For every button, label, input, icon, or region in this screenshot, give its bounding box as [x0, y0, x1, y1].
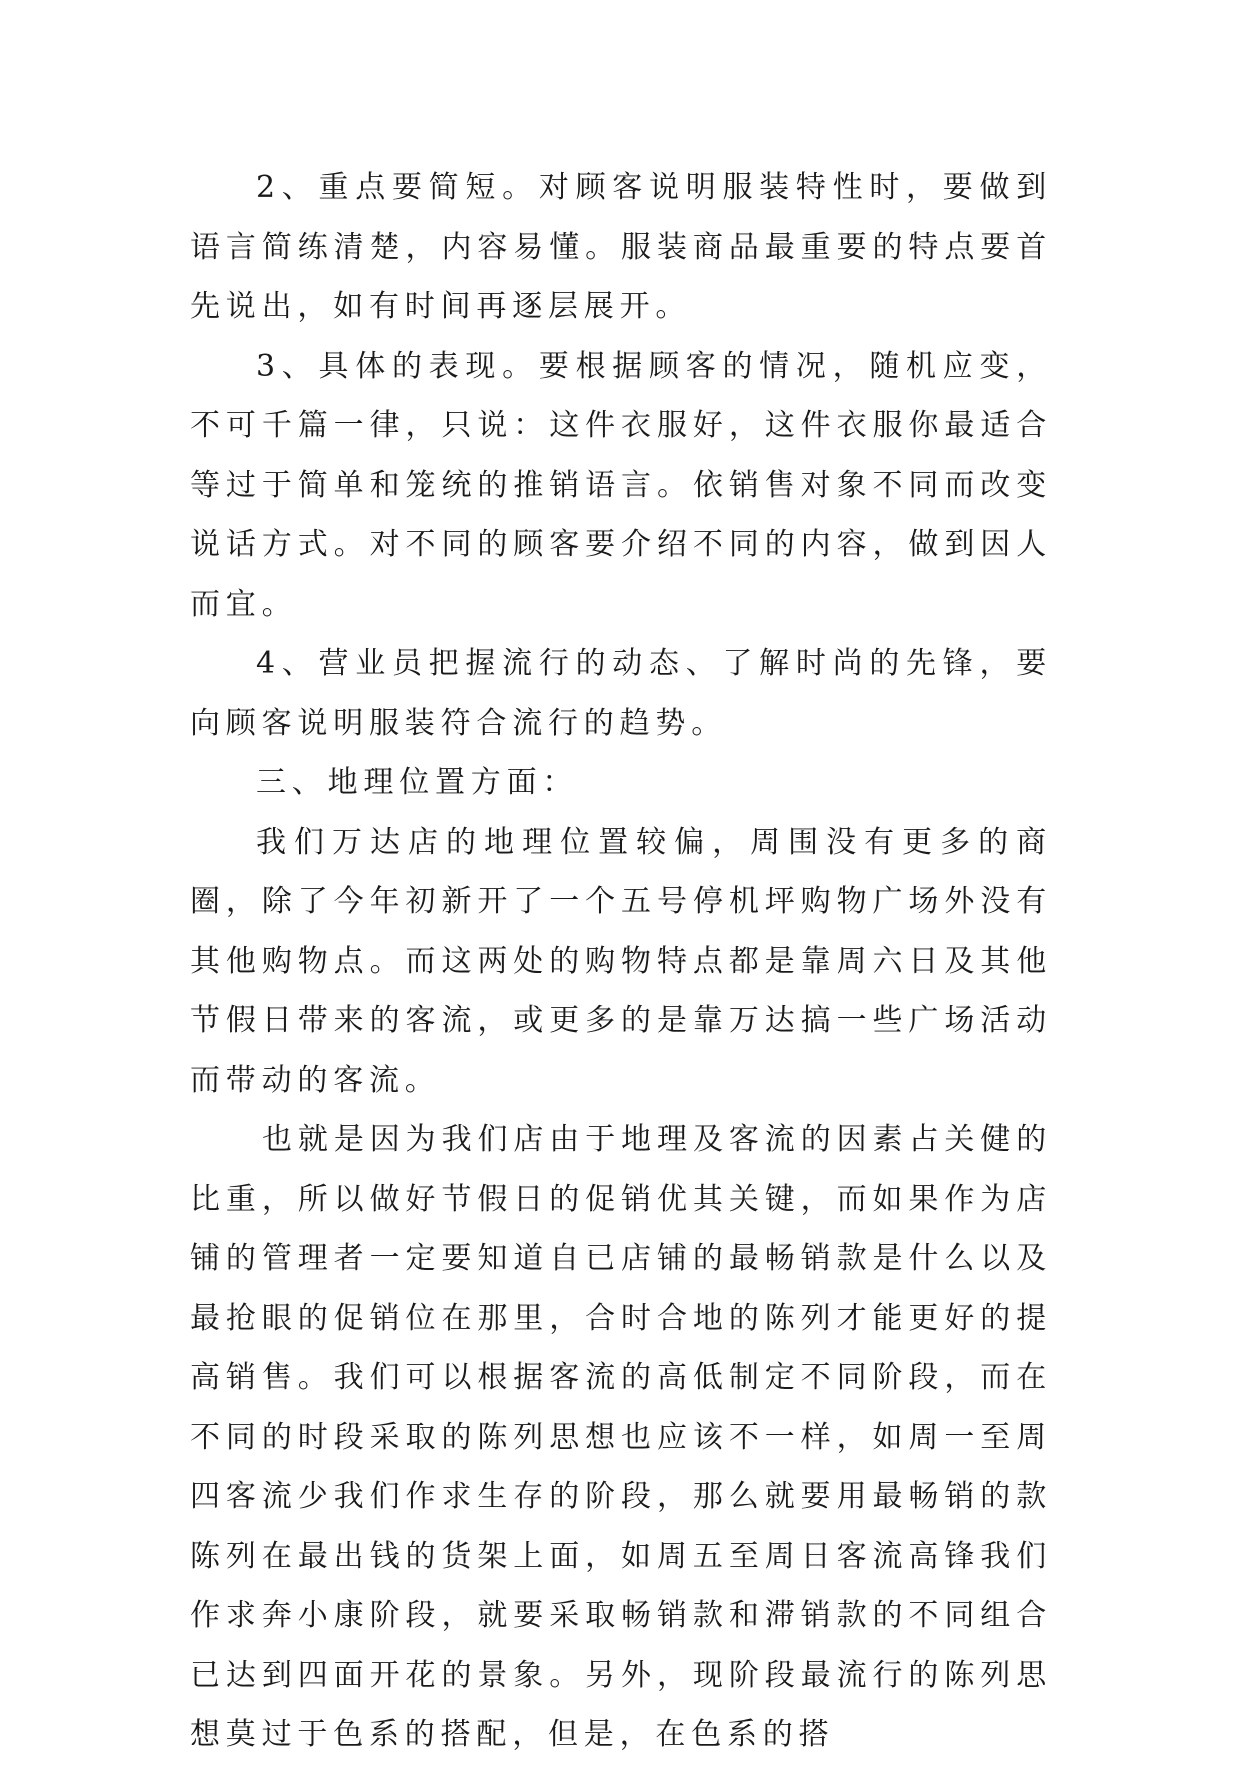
- paragraph-display-strategy: 也就是因为我们店由于地理及客流的因素占关健的比重，所以做好节假日的促销优其关键，而如果作为店铺的管理者一定要知道自已店铺的最畅销款是什么以及最抢眼的促销位在那里，合时合地的陈列才能更好的提高销售。我们可以根据客流的高低制定不同阶段，而在不同的时段采取的陈列思想也应该不一样，如周一至周四客流少我们作求生存的阶段，那么就要用最畅销的款陈列在最出钱的货架上面，如周五至周日客流高锋我们作求奔小康阶段，就要采取畅销款和滞销款的不同组合已达到四面开花的景象。另外，现阶段最流行的陈列思想莫过于色系的搭配，但是，在色系的搭: [190, 1122, 1052, 1752]
- section-heading-location: 三、地理位置方面：: [256, 765, 579, 800]
- paragraph-point-2: 2、重点要简短。对顾客说明服装特性时，要做到语言简练清楚，内容易懂。服装商品最重要的特点要首先说出，如有时间再逐层展开。: [190, 170, 1052, 324]
- document-page: [190, 158, 1052, 1765]
- paragraph-point-4: 4、营业员把握流行的动态、了解时尚的先锋，要向顾客说明服装符合流行的趋势。: [190, 646, 1052, 741]
- paragraph-point-3: 3、具体的表现。要根据顾客的情况，随机应变，不可千篇一律，只说：这件衣服好，这件衣服你最适合等过于简单和笼统的推销语言。依销售对象不同而改变说话方式。对不同的顾客要介绍不同的内容，做到因人而宜。: [190, 348, 1052, 622]
- paragraph-location-overview: 我们万达店的地理位置较偏，周围没有更多的商圈，除了今年初新开了一个五号停机坪购物广场外没有其他购物点。而这两处的购物特点都是靠周六日及其他节假日带来的客流，或更多的是靠万达搞一些广场活动而带动的客流。: [190, 824, 1052, 1098]
